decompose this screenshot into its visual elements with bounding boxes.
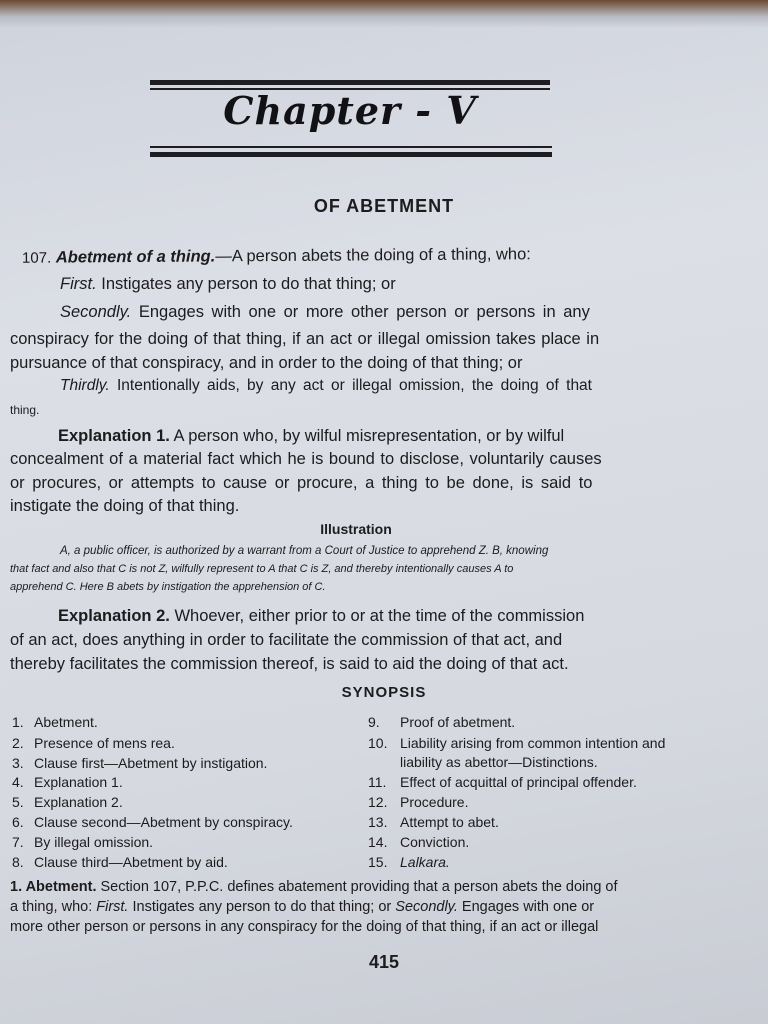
explanation-1-label: Explanation 1. bbox=[58, 427, 170, 445]
clause-second-line2: conspiracy for the doing of that thing, if an act or illegal omission takes place in bbox=[10, 330, 600, 348]
synopsis-item: liability as abettor—Distinctions. bbox=[400, 754, 598, 770]
synopsis-item: 13. Attempt to abet. bbox=[368, 814, 499, 830]
clause-third bbox=[60, 378, 592, 394]
note-1-line3: more other person or persons in any conspiracy for the doing of that thing, if an act or illegal bbox=[10, 919, 599, 935]
synopsis-item: 4. Explanation 1. bbox=[12, 774, 123, 790]
second-label: Secondly. bbox=[60, 303, 132, 321]
bottom-rule-thin bbox=[150, 146, 552, 148]
synopsis-item: 10. Liability arising from common intention and bbox=[368, 735, 666, 751]
first-label: First. bbox=[60, 275, 97, 293]
illustration-line1: A, a public officer, is authorized by a warrant from a Court of Justice to apprehend Z. B, knowing bbox=[60, 545, 549, 557]
note-1-line1: 1. Abetment. Section 107, P.P.C. defines abatement providing that a person abets the doing of bbox=[10, 879, 618, 895]
explanation-1-text: A person who, by wilful misrepresentation, or by wilful bbox=[169, 427, 565, 445]
note-1-label: 1. Abetment. bbox=[10, 879, 97, 895]
synopsis-item: 5. Explanation 2. bbox=[12, 794, 123, 810]
clause-first bbox=[60, 276, 396, 293]
bottom-rule-thick bbox=[150, 152, 552, 157]
explanation-1-line1 bbox=[58, 428, 564, 445]
synopsis-item: 7. By illegal omission. bbox=[12, 834, 154, 850]
chapter-heading: Chapter - V bbox=[223, 88, 477, 133]
clause-second bbox=[60, 304, 590, 321]
synopsis-item: 11. Effect of acquittal of principal offender. bbox=[368, 774, 637, 790]
explanation-1-line4: instigate the doing of that thing. bbox=[10, 497, 240, 515]
synopsis-item: 8. Clause third—Abetment by aid. bbox=[12, 854, 228, 870]
synopsis-item: 2. Presence of mens rea. bbox=[12, 735, 175, 751]
section-107-line1 bbox=[22, 246, 531, 266]
explanation-1-line2: concealment of a material fact which he is bound to disclose, voluntarily causes bbox=[10, 450, 602, 468]
section-number: 107. bbox=[21, 249, 52, 267]
synopsis-item: 9. Proof of abetment. bbox=[368, 714, 516, 730]
top-rule-thick bbox=[150, 80, 550, 85]
explanation-1-line3: or procures, or attempts to cause or procure, a thing to be done, is said to bbox=[10, 474, 593, 492]
explanation-2-line3: thereby facilitates the commission thereof, is said to aid the doing of that act. bbox=[10, 655, 569, 673]
synopsis-item: 15. Lalkara. bbox=[368, 854, 450, 870]
synopsis-item: 1. Abetment. bbox=[12, 714, 98, 730]
page-number: 415 bbox=[368, 952, 400, 972]
section-heading: Abetment of a thing. bbox=[55, 247, 216, 267]
third-text: Intentionally aids, by any act or illegal omission, the doing of that bbox=[109, 377, 592, 394]
illustration-line3: apprehend C. Here B abets by instigation the apprehension of C. bbox=[10, 581, 326, 593]
synopsis-heading: SYNOPSIS bbox=[341, 684, 427, 701]
page-edge-shadow bbox=[0, 0, 768, 28]
explanation-2-line1 bbox=[58, 608, 584, 625]
synopsis-item: 6. Clause second—Abetment by conspiracy. bbox=[12, 814, 293, 830]
note-1-line2: a thing, who: First. Instigates any person to do that thing; or Secondly. Engages with one or bbox=[10, 899, 595, 915]
chapter-title: OF ABETMENT bbox=[313, 196, 455, 216]
explanation-2-text: Whoever, either prior to or at the time of the commission bbox=[169, 607, 585, 625]
illustration-heading: Illustration bbox=[320, 521, 392, 537]
synopsis-item: 12. Procedure. bbox=[368, 794, 469, 810]
synopsis-item: 3. Clause first—Abetment by instigation. bbox=[12, 755, 268, 771]
illustration-line2: that fact and also that C is not Z, wilfully represent to A that C is Z, and thereby intentionally causes A to bbox=[10, 563, 514, 575]
third-label: Thirdly. bbox=[60, 377, 110, 394]
second-text: Engages with one or more other person or persons in any bbox=[131, 303, 590, 321]
section-lead: —A person abets the doing of a thing, who: bbox=[215, 245, 531, 266]
synopsis-item: 14. Conviction. bbox=[368, 834, 470, 850]
clause-third-line2: thing. bbox=[10, 403, 40, 417]
first-text: Instigates any person to do that thing; or bbox=[96, 275, 396, 293]
clause-second-line3: pursuance of that conspiracy, and in order to the doing of that thing; or bbox=[10, 354, 523, 372]
explanation-2-label: Explanation 2. bbox=[58, 607, 170, 625]
explanation-2-line2: of an act, does anything in order to facilitate the commission of that act, and bbox=[10, 631, 563, 649]
